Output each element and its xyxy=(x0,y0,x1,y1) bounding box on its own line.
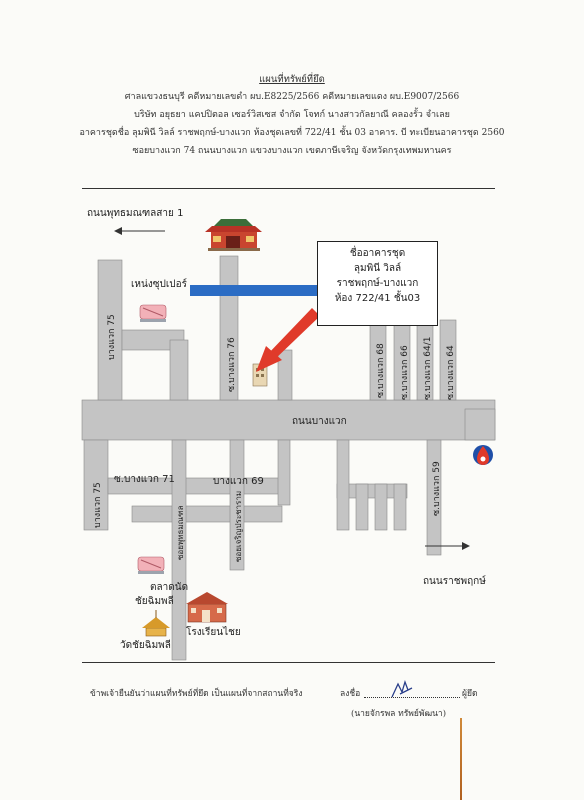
soi-label-75-lower: บางแวก 75 xyxy=(93,482,103,528)
soi-label-69: บางแวก 69 xyxy=(213,476,264,487)
road-segment-right xyxy=(465,409,495,440)
soi-label-64-1: ซ.บางแวก 64/1 xyxy=(423,336,433,400)
soi-label-68: ซ.บางแวก 68 xyxy=(376,343,386,398)
supermarket-label: เหน่งซุปเปอร์ xyxy=(131,279,188,290)
bottom-rule xyxy=(82,662,495,663)
parties: บริษัท อยุธยา แคปปิตอล เซอร์วิสเซส จำกัด โจทก์ นางสาวกัลยาณี คลองรั้ว จำเลย xyxy=(134,110,450,120)
road-comb-4 xyxy=(394,484,406,530)
map-title: แผนที่ทรัพย์ที่ยึด xyxy=(259,74,325,85)
chinese-shrine-icon xyxy=(205,219,262,251)
soi-label-64: ซ.บางแวก 64 xyxy=(446,345,456,400)
road-stub xyxy=(278,440,290,505)
property-callout-box xyxy=(317,241,438,326)
temple-icon xyxy=(142,610,170,636)
road-comb-2 xyxy=(356,484,368,530)
road-near-building xyxy=(278,350,292,400)
mall-icon-market xyxy=(138,557,164,574)
temple-label: วัดชัยฉิมพลี xyxy=(120,640,171,651)
property-description: อาคารชุดชื่อ ลุมพินี วิลล์ ราชพฤกษ์-บางแวก ห้องชุดเลขที่ 722/41 ชั้น 03 อาคาร. บี ทะเบียนอาคารชุด 2560 xyxy=(79,128,505,138)
soi-label-66: ซ.บางแวก 66 xyxy=(400,345,410,400)
case-numbers: ศาลแขวงธนบุรี คดีหมายเลขดำ ผบ.E8225/2566 คดีหมายเลขแดง ผบ.E9007/2566 xyxy=(124,92,460,102)
signature-label: ลงชื่อ xyxy=(340,689,361,699)
road-label-phutthamonthon: ถนนพุทธมณฑลสาย 1 xyxy=(87,208,184,219)
soi-label-75-upper: บางแวก 75 xyxy=(107,314,117,360)
road-comb-3 xyxy=(375,484,387,530)
soi-label-vert-a: ซอยพุทธมณฑล xyxy=(176,505,185,560)
soi-label-59: ซ.บางแวก 59 xyxy=(432,461,442,516)
signer-role: ผู้ยึด xyxy=(462,689,478,699)
callout-line-3: ราชพฤกษ์-บางแวก xyxy=(336,278,419,289)
callout-line-4: ห้อง 722/41 ชั้น03 xyxy=(334,293,421,304)
mall-icon-upper xyxy=(140,305,166,322)
road-comb-1 xyxy=(337,440,349,530)
signature-line xyxy=(364,697,460,698)
gas-station-icon xyxy=(473,445,493,465)
property-address: ซอยบางแวก 74 ถนนบางแวก แขวงบางแวก เขตภาษีเจริญ จังหวัดกรุงเทพมหานคร xyxy=(132,146,452,156)
market-label-line2: ชัยฉิมพลี xyxy=(135,596,174,607)
footer-statement: ข้าพเจ้ายืนยันว่าแผนที่ทรัพย์ที่ยึด เป็นแผนที่จากสถานที่จริง xyxy=(90,689,303,699)
signature-mark xyxy=(392,682,412,697)
supermarket-bar xyxy=(190,285,320,296)
road-direction-arrow-left xyxy=(114,227,165,235)
soi-label-71: ซ.บางแวก 71 xyxy=(114,474,175,485)
scan-edge-mark xyxy=(460,718,462,800)
callout-line-2: ลุมพินี วิลล์ xyxy=(353,263,402,274)
road-label-bangwaek: ถนนบางแวก xyxy=(292,416,347,427)
soi-label-vert-b: ซอยเจริญประชาราม xyxy=(234,490,243,562)
signer-name: (นายจักรพล ทรัพย์พัฒนา) xyxy=(351,709,447,719)
market-label-line1: ตลาดนัด xyxy=(150,582,189,593)
road-lower-cross xyxy=(132,506,282,522)
school-icon xyxy=(186,592,228,622)
school-label: โรงเรียนไชย xyxy=(186,627,241,638)
road-bangwaek xyxy=(82,400,495,440)
callout-line-1: ชื่ออาคารชุด xyxy=(349,248,406,259)
road-label-ratchaphruek: ถนนราชพฤกษ์ xyxy=(423,576,486,587)
road-soi-75-branch-down xyxy=(170,340,188,400)
soi-label-76: ซ.บางแวก 76 xyxy=(227,337,237,392)
